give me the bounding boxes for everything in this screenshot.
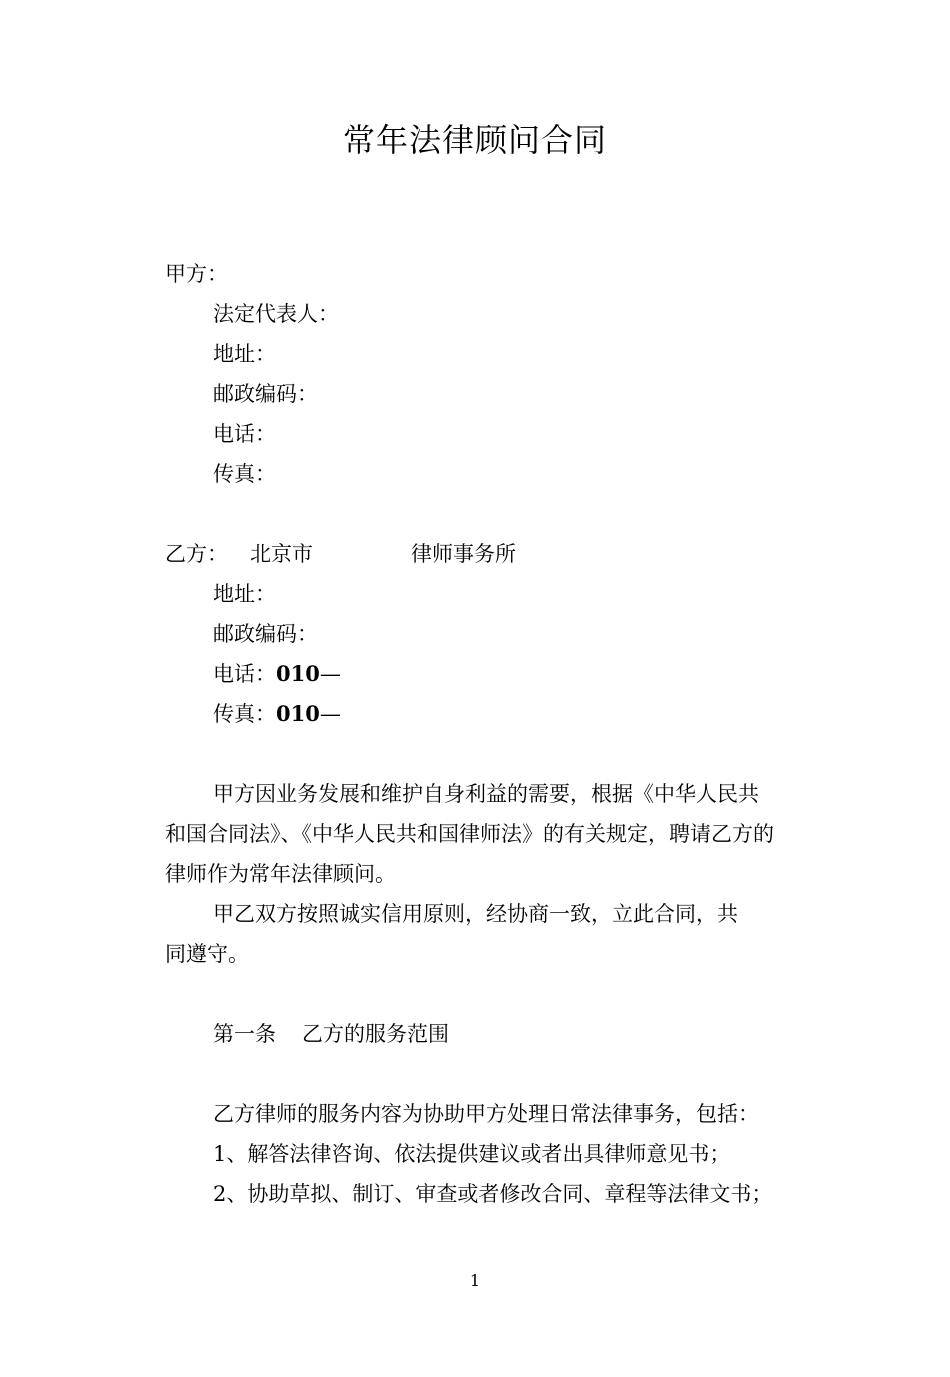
party-a-phone: 电话： (213, 422, 276, 446)
party-a-address: 地址： (213, 342, 276, 366)
party-b-postcode: 邮政编码： (213, 622, 318, 646)
article-1-intro: 乙方律师的服务内容为协助甲方处理日常法律事务，包括： (213, 1102, 759, 1126)
preamble-p1-line2: 和国合同法》、《中华人民共和国律师法》的有关规定，聘请乙方的 (165, 822, 774, 846)
article-1-heading (213, 1019, 449, 1049)
party-b-label: 乙方： (165, 542, 228, 566)
party-b-fax-value: 010 (276, 701, 320, 726)
party-b-address: 地址： (213, 582, 276, 606)
party-a-postcode: 邮政编码： (213, 382, 318, 406)
document-title: 常年法律顾问合同 (342, 121, 607, 159)
party-b-phone-value: 010 (276, 661, 320, 686)
party-b-phone (213, 659, 341, 689)
article-1-item-1: 1、解答法律咨询、依法提供建议或者出具律师意见书； (213, 1142, 731, 1166)
party-b-city: 北京市 (250, 542, 313, 566)
party-b-fax-label: 传真： (213, 702, 276, 726)
preamble-p1-line1: 甲方因业务发展和维护自身利益的需要，根据《中华人民共 (213, 782, 759, 806)
article-1-title: 乙方的服务范围 (302, 1022, 449, 1046)
preamble-p2-line1: 甲乙双方按照诚实信用原则，经协商一致，立此合同，共 (213, 902, 738, 926)
preamble-p2-line2: 同遵守。 (165, 942, 249, 966)
party-b-phone-dash: — (319, 662, 341, 686)
party-a-legal-rep: 法定代表人： (213, 302, 339, 326)
preamble-p1-line3: 律师作为常年法律顾问。 (165, 862, 396, 886)
party-b-phone-label: 电话： (213, 662, 276, 686)
party-b-line (165, 539, 516, 569)
article-1-item-2: 2、协助草拟、制订、审查或者修改合同、章程等法律文书； (213, 1182, 773, 1206)
page-number: 1 (469, 1271, 481, 1290)
party-b-fax (213, 699, 341, 729)
party-b-fax-dash: — (319, 702, 341, 726)
party-a-label: 甲方： (165, 262, 228, 286)
party-b-firm-suffix: 律师事务所 (411, 542, 516, 566)
article-1-number: 第一条 (213, 1022, 276, 1046)
party-a-fax: 传真： (213, 462, 276, 486)
